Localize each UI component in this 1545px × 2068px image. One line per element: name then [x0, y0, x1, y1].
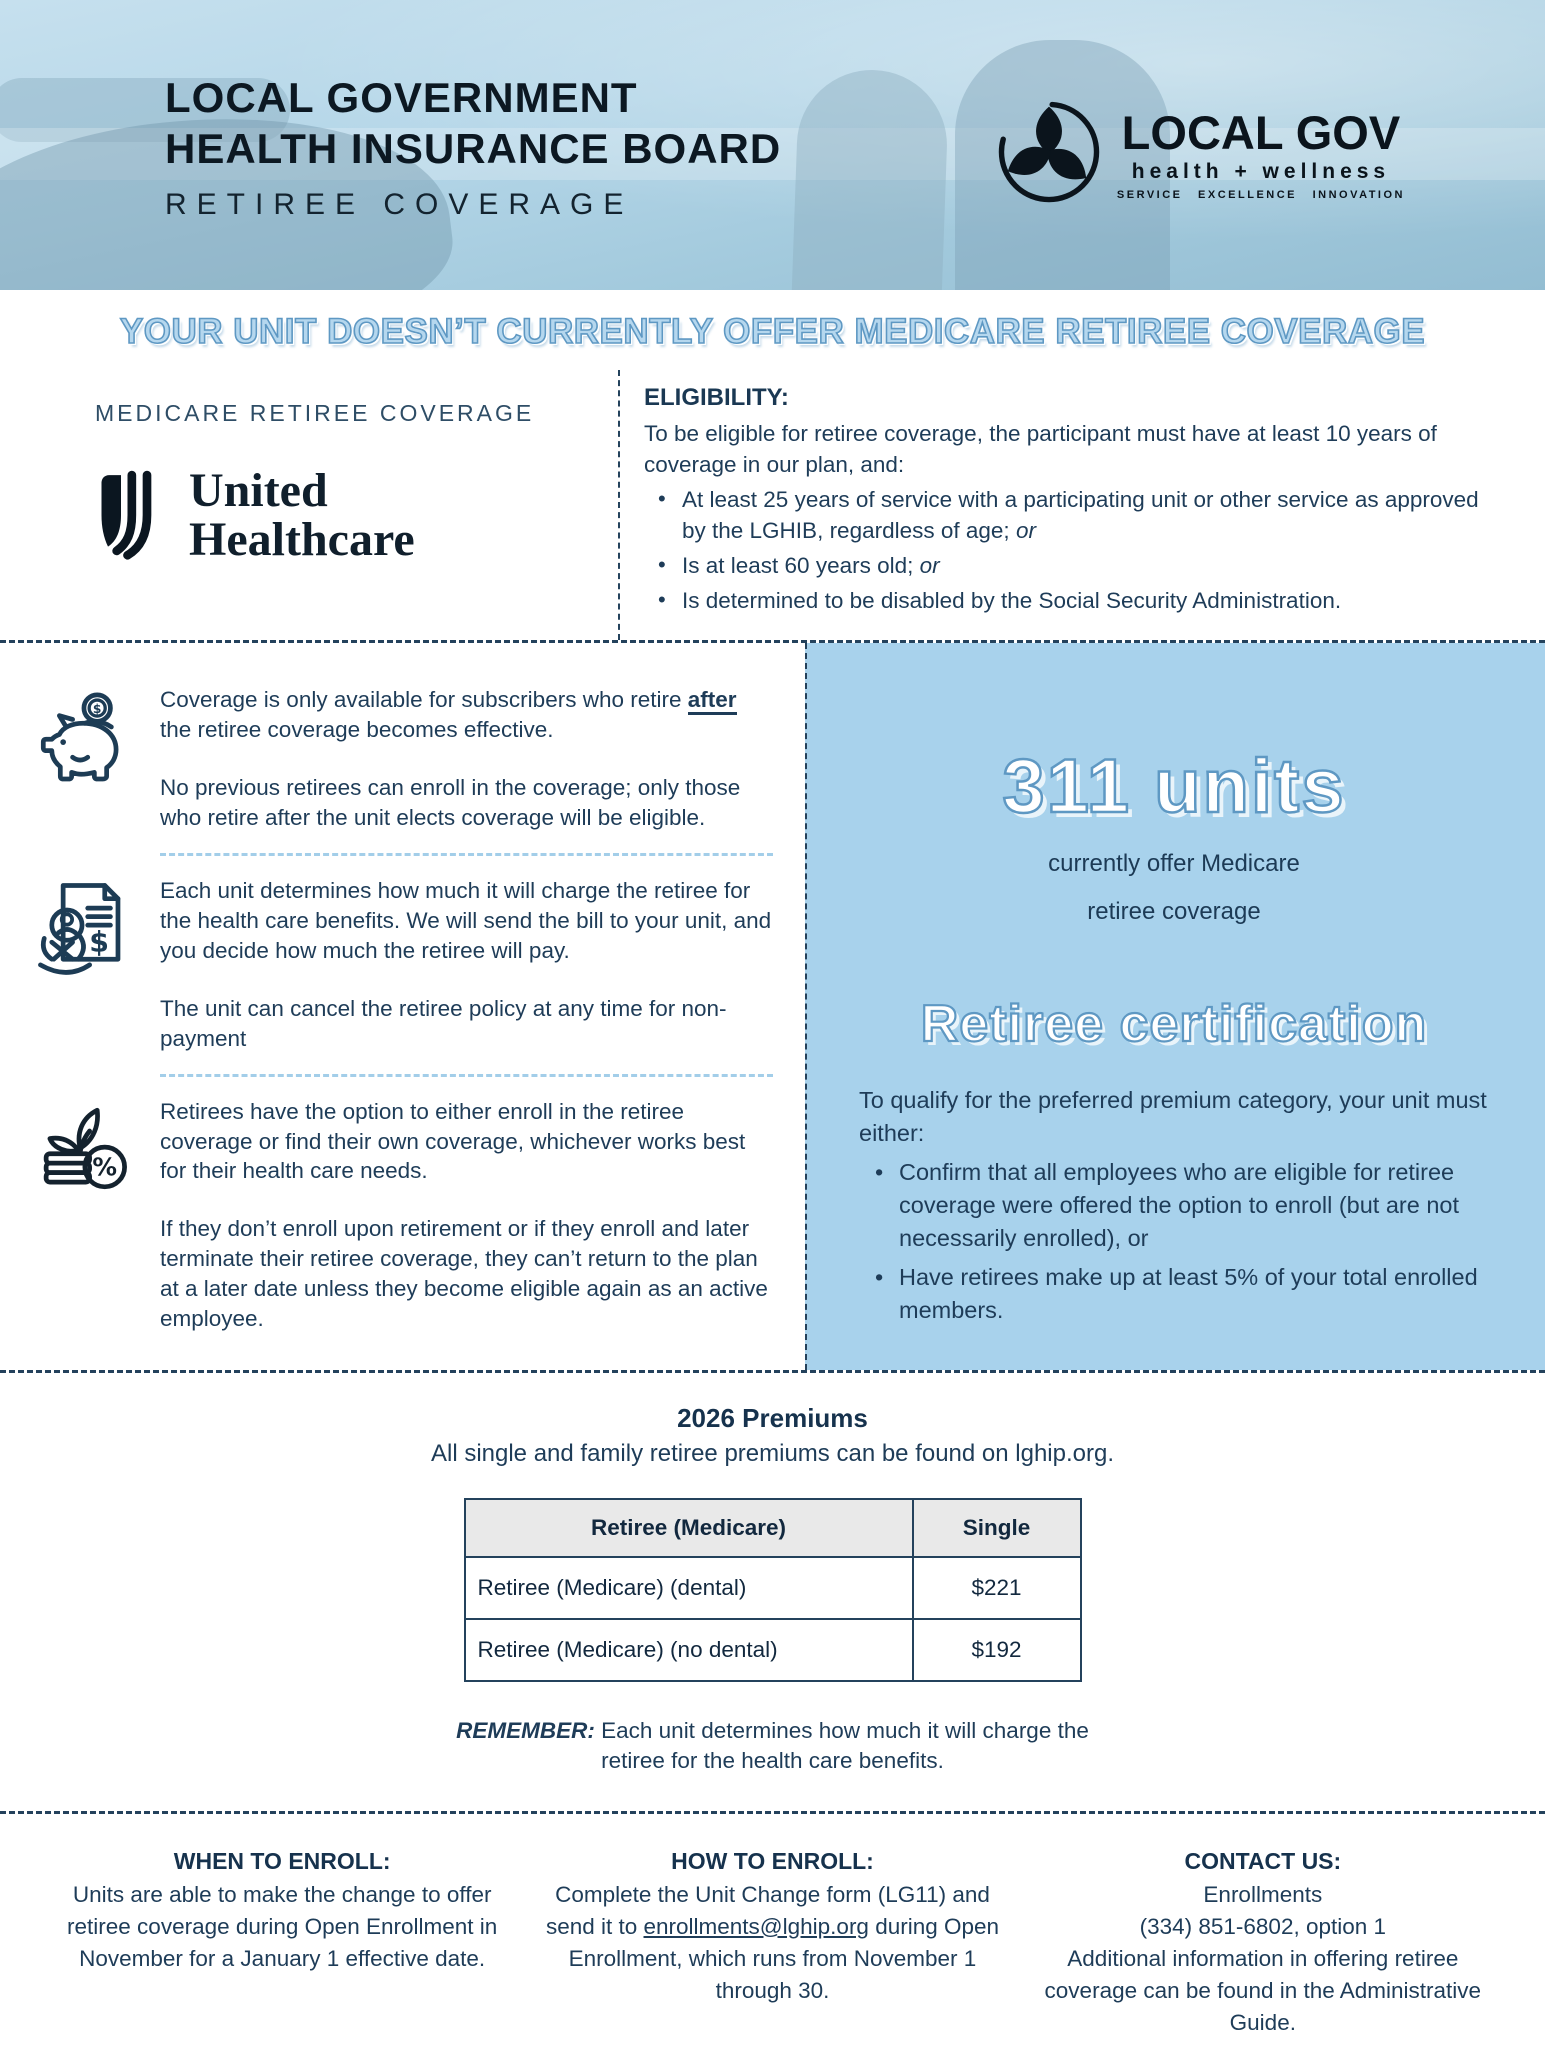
table-row: [465, 1557, 1081, 1619]
brand-logo: [995, 98, 1405, 211]
contact-phone: (334) 851-6802, option 1: [1139, 1913, 1387, 1939]
note-text-span: the retiree coverage becomes effective.: [160, 717, 554, 743]
svg-text:$: $: [89, 925, 109, 959]
eligibility-list: [644, 484, 1490, 616]
units-stat-caption: [859, 840, 1489, 936]
note-options-text: [160, 1097, 773, 1334]
when-to-enroll-text: Units are able to make the change to offer retiree coverage during Open Enrollment in November for a January 1 effective date.: [67, 1881, 498, 1971]
svg-text:$: $: [92, 702, 102, 717]
table-row: [465, 1619, 1081, 1681]
savings-growth-icon: [28, 1097, 138, 1334]
eligibility-item-text: Is determined to be disabled by the Social Security Administration.: [682, 588, 1342, 614]
svg-text:%: %: [92, 1152, 118, 1182]
how-text-pre: Complete the Unit Change form (LG11) and send it to: [545, 1881, 990, 1939]
table-header-row: [465, 1499, 1081, 1557]
paragraph: No previous retirees can enroll in the coverage; only those who retire after the unit elects coverage will be eligible.: [160, 775, 741, 831]
coverage-details-section: [0, 643, 1545, 1370]
eligibility-item-text: At least 25 years of service with a participating unit or other service as approved by the LGHIB, regardless of age;: [682, 487, 1479, 544]
how-to-enroll-column: [542, 1848, 1002, 2039]
contact-info: Additional information in offering retiree coverage can be found in the Administrative Guide.: [1044, 1945, 1482, 2035]
certification-intro: To qualify for the preferred premium category, your unit must either:: [859, 1087, 1487, 1147]
note-billing: [28, 876, 773, 1054]
plan-cell: Retiree (Medicare) (no dental): [465, 1619, 913, 1681]
column-header-single: Single: [913, 1499, 1081, 1557]
paragraph: The unit can cancel the retiree policy at any time for non-payment: [160, 995, 727, 1051]
note-options: [28, 1097, 773, 1334]
certification-item: • Have retirees make up at least 5% of your total enrolled members.: [859, 1261, 1489, 1327]
note-availability: [28, 685, 773, 833]
remember-note: [443, 1716, 1103, 1777]
paragraph: Each unit determines how much it will charge the retiree for the health care benefits. We will send the bill to your unit, and you decide how much the retiree will pay.: [160, 877, 772, 963]
how-to-enroll-heading: HOW TO ENROLL:: [671, 1847, 874, 1874]
when-to-enroll-column: [52, 1848, 512, 2039]
contact-line: Enrollments: [1203, 1881, 1323, 1907]
light-dashed-divider: [160, 853, 773, 856]
eligibility-item-text: Is at least 60 years old;: [682, 553, 920, 579]
page-title: [165, 72, 781, 174]
retiree-certification-heading: Retiree certification: [920, 995, 1428, 1054]
stats-certification-panel: [805, 643, 1545, 1370]
premiums-subheading: All single and family retiree premiums can be found on lghip.org.: [430, 1440, 1115, 1468]
premiums-heading: 2026 Premiums: [677, 1403, 868, 1434]
paragraph: [160, 685, 773, 745]
eligibility-item-or: or: [919, 553, 940, 579]
premiums-table: [464, 1498, 1082, 1682]
enrollments-email-link[interactable]: enrollments@lghip.org: [643, 1913, 869, 1939]
brand-name: LOCAL GOV: [1121, 105, 1401, 159]
units-caption-line1: currently offer Medicare: [1048, 850, 1300, 878]
notice-headline: YOUR UNIT DOESN’T CURRENTLY OFFER MEDICARE RETIREE COVERAGE: [119, 312, 1426, 351]
after-emphasis: after: [688, 687, 737, 715]
note-availability-text: [160, 685, 773, 833]
eligibility-intro: To be eligible for retiree coverage, the participant must have at least 10 years of coverage in our plan, and:: [644, 421, 1437, 478]
remember-label: REMEMBER:: [456, 1718, 595, 1744]
remember-text: Each unit determines how much it will charge the retiree for the health care benefits.: [594, 1718, 1089, 1774]
united-healthcare-logo: [95, 463, 588, 568]
carrier-eligibility-section: [0, 370, 1545, 643]
eligibility-item: [644, 585, 1490, 616]
plan-cell: Retiree (Medicare) (dental): [465, 1557, 913, 1619]
single-premium-cell: $221: [913, 1557, 1081, 1619]
eligibility-item: [644, 484, 1490, 546]
header-banner: [0, 0, 1545, 290]
eligibility-item: [644, 550, 1490, 581]
units-caption-line2: retiree coverage: [1087, 898, 1261, 926]
contact-us-heading: CONTACT US:: [1184, 1847, 1342, 1874]
united-healthcare-wordmark: [189, 463, 415, 566]
single-premium-cell: $192: [913, 1619, 1081, 1681]
brand-motto: SERVICE EXCELLENCE INNOVATION: [1116, 188, 1405, 201]
brand-leaf-icon: [995, 98, 1103, 211]
carrier-word-line1: United: [189, 463, 328, 517]
note-text-span: Coverage is only available for subscribers who retire: [160, 687, 688, 713]
photo-person-silhouette: [791, 67, 950, 290]
premiums-section: [0, 1373, 1545, 1811]
carrier-word-line2: Healthcare: [189, 512, 415, 566]
how-text-post: during Open Enrollment, which runs from November 1 through 30.: [568, 1913, 1000, 2003]
medicare-carrier-block: [0, 370, 620, 640]
medicare-coverage-label: MEDICARE RETIREE COVERAGE: [95, 400, 535, 426]
page-title-line2: HEALTH INSURANCE BOARD: [165, 125, 782, 173]
page-subtitle: RETIREE COVERAGE: [165, 188, 634, 222]
when-to-enroll-heading: WHEN TO ENROLL:: [173, 1847, 391, 1874]
eligibility-item-or: or: [1015, 518, 1036, 544]
contact-us-column: [1033, 1848, 1493, 2039]
eligibility-heading: ELIGIBILITY:: [644, 384, 789, 411]
column-header-plan: Retiree (Medicare): [465, 1499, 913, 1557]
light-dashed-divider: [160, 1074, 773, 1077]
note-billing-text: [160, 876, 773, 1054]
retirement-contract-icon: [28, 876, 138, 1054]
coverage-notes-column: [0, 643, 805, 1370]
brand-tagline: health + wellness: [1131, 159, 1391, 183]
piggy-bank-icon: [28, 685, 138, 833]
certification-item: • Confirm that all employees who are eligible for retiree coverage were offered the option to enroll (but are not necessarily enrolled), or: [859, 1156, 1489, 1255]
footer-section: [0, 1814, 1545, 2068]
how-to-enroll-text: [542, 1879, 1002, 2007]
certification-list: [859, 1156, 1489, 1326]
contact-us-text: [1033, 1879, 1493, 2039]
paragraph: If they don’t enroll upon retirement or if they enroll and later terminate their retiree coverage, they can’t return to the plan at a later date unless they become eligible again as an active employee.: [160, 1216, 768, 1332]
units-stat: 311 units: [1002, 744, 1346, 830]
eligibility-block: [620, 370, 1545, 640]
paragraph: Retirees have the option to either enroll in the retiree coverage or find their own coverage, whichever works best for their health care needs.: [160, 1098, 746, 1184]
page-title-line1: LOCAL GOVERNMENT: [165, 74, 638, 121]
uhc-shield-icon: [95, 463, 173, 568]
